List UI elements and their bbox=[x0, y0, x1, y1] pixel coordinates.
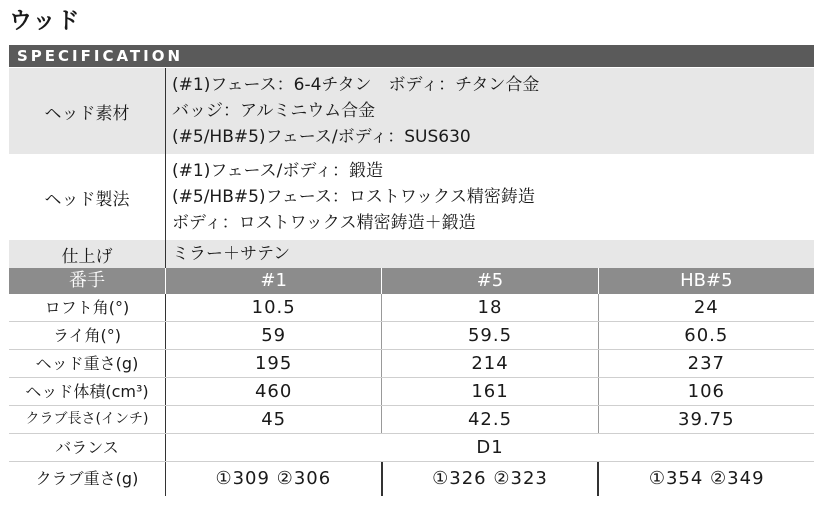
head-manufacturing-section bbox=[9, 154, 814, 240]
finish-value: ミラー＋サテン bbox=[172, 244, 291, 264]
finish-label: 仕上げ bbox=[9, 240, 166, 268]
row-label: ロフト角(°) bbox=[9, 294, 166, 321]
table-cell: 60.5 bbox=[684, 325, 729, 346]
table-cell: 10.5 bbox=[166, 294, 382, 321]
head-material-section bbox=[9, 68, 814, 154]
table-cell: 161 bbox=[382, 378, 598, 405]
head-manufacturing-details bbox=[166, 154, 814, 240]
row-label: ヘッド重さ(g) bbox=[9, 350, 166, 377]
head-material-details bbox=[166, 68, 814, 154]
header-cell: 番手 bbox=[9, 268, 166, 294]
table-row bbox=[9, 350, 814, 378]
table-cell: 45 bbox=[166, 406, 382, 433]
table-cell: 237 bbox=[687, 353, 725, 374]
table-row bbox=[9, 378, 814, 406]
row-label: ヘッド体積(cm³) bbox=[9, 378, 166, 405]
header-cell: HB#5 bbox=[680, 270, 733, 291]
head-material-line: (#5/HB#5)フェース/ボディ：SUS630 bbox=[172, 127, 471, 147]
table-row bbox=[9, 294, 814, 322]
row-label: クラブ重さ(g) bbox=[9, 462, 166, 496]
table-cell: 59.5 bbox=[382, 322, 598, 349]
table-cell: 106 bbox=[687, 381, 725, 402]
head-manufacturing-line: (#5/HB#5)フェース：ロストワックス精密鋳造 bbox=[172, 187, 535, 207]
finish-section bbox=[9, 240, 814, 268]
club-number-header-row bbox=[9, 268, 814, 294]
head-material-line: (#1)フェース：6-4チタン ボディ：チタン合金 bbox=[172, 75, 540, 95]
table-cell: 214 bbox=[382, 350, 598, 377]
table-cell: 460 bbox=[166, 378, 382, 405]
header-cell: #1 bbox=[166, 268, 382, 294]
header-cell: #5 bbox=[382, 268, 598, 294]
table-cell: 18 bbox=[382, 294, 598, 321]
head-manufacturing-line: (#1)フェース/ボディ：鍛造 bbox=[172, 161, 383, 181]
table-row bbox=[9, 322, 814, 350]
row-label: ライ角(°) bbox=[9, 322, 166, 349]
specification-header: SPECIFICATION bbox=[9, 45, 814, 67]
head-material-label: ヘッド素材 bbox=[9, 68, 166, 154]
head-manufacturing-line: ボディ：ロストワックス精密鋳造＋鍛造 bbox=[172, 213, 476, 233]
table-cell: ①326 ②323 bbox=[383, 462, 600, 496]
table-cell: ①354 ②349 bbox=[648, 468, 765, 489]
table-cell: 42.5 bbox=[382, 406, 598, 433]
head-manufacturing-label: ヘッド製法 bbox=[9, 154, 166, 240]
balance-value: D1 bbox=[476, 437, 504, 458]
table-cell: 24 bbox=[693, 297, 719, 318]
row-label: バランス bbox=[9, 434, 166, 461]
table-row bbox=[9, 406, 814, 434]
head-material-line: バッジ：アルミニウム合金 bbox=[172, 101, 376, 121]
balance-row bbox=[9, 434, 814, 462]
page-title: ウッド bbox=[9, 8, 81, 34]
table-cell: 39.75 bbox=[678, 409, 735, 430]
club-weight-row bbox=[9, 462, 814, 496]
table-cell: 195 bbox=[166, 350, 382, 377]
table-cell: ①309 ②306 bbox=[166, 462, 383, 496]
row-label: クラブ長さ(インチ) bbox=[9, 406, 166, 433]
table-cell: 59 bbox=[166, 322, 382, 349]
